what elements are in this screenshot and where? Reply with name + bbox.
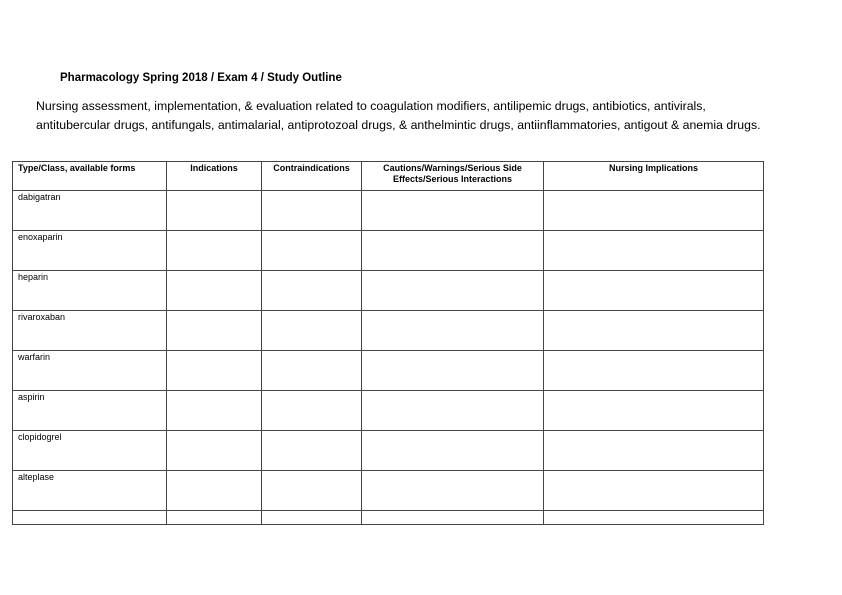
drug-name-cell: warfarin: [13, 351, 167, 391]
drug-name-cell: aspirin: [13, 391, 167, 431]
table-row: [13, 511, 764, 525]
empty-cell: [167, 431, 262, 471]
empty-cell: [362, 311, 544, 351]
table-row: [13, 351, 764, 391]
drug-name-cell: clopidogrel: [13, 431, 167, 471]
empty-cell: [262, 471, 362, 511]
header-indications: Indications: [167, 162, 262, 191]
empty-cell: [167, 191, 262, 231]
empty-cell: [262, 311, 362, 351]
table-row: [13, 311, 764, 351]
table-row: [13, 231, 764, 271]
empty-cell: [544, 191, 764, 231]
empty-cell: [544, 511, 764, 525]
empty-cell: [544, 391, 764, 431]
empty-cell: [362, 511, 544, 525]
intro-paragraph: Nursing assessment, implementation, & evaluation related to coagulation modifiers, antilipemic drugs, antibiotics, antivirals, antitubercular drugs, antifungals, antimalarial, antiprotozoal drugs, & anthelmintic drugs, antiinflammatories, antigout & anemia drugs.: [36, 99, 761, 132]
empty-cell: [262, 511, 362, 525]
header-nursing-implications: Nursing Implications: [544, 162, 764, 191]
header-contraindications: Contraindications: [262, 162, 362, 191]
empty-cell: [362, 431, 544, 471]
table-row: [13, 391, 764, 431]
empty-cell: [544, 431, 764, 471]
header-type-class: Type/Class, available forms: [13, 162, 167, 191]
empty-cell: [167, 231, 262, 271]
empty-cell: [167, 511, 262, 525]
drug-name-cell: dabigatran: [13, 191, 167, 231]
header-row: [13, 162, 764, 191]
drug-name-cell: enoxaparin: [13, 231, 167, 271]
empty-cell: [544, 231, 764, 271]
empty-cell: [544, 471, 764, 511]
table-row: [13, 271, 764, 311]
empty-cell: [167, 391, 262, 431]
empty-cell: [262, 431, 362, 471]
empty-cell: [362, 471, 544, 511]
document-title: Pharmacology Spring 2018 / Exam 4 / Study Outline: [60, 72, 342, 84]
empty-cell: [262, 231, 362, 271]
empty-cell: [544, 271, 764, 311]
empty-cell: [262, 191, 362, 231]
empty-cell: [262, 351, 362, 391]
empty-cell: [362, 271, 544, 311]
empty-cell: [362, 191, 544, 231]
empty-cell: [262, 391, 362, 431]
table-row: [13, 431, 764, 471]
drug-name-cell: [13, 511, 167, 525]
empty-cell: [167, 311, 262, 351]
drug-name-cell: rivaroxaban: [13, 311, 167, 351]
empty-cell: [544, 351, 764, 391]
study-outline-table: [12, 161, 764, 525]
empty-cell: [362, 351, 544, 391]
table-row: [13, 191, 764, 231]
empty-cell: [262, 271, 362, 311]
empty-cell: [362, 391, 544, 431]
header-cautions: Cautions/Warnings/Serious Side Effects/Serious Interactions: [362, 162, 544, 191]
empty-cell: [167, 471, 262, 511]
empty-cell: [167, 351, 262, 391]
empty-cell: [167, 271, 262, 311]
drug-name-cell: alteplase: [13, 471, 167, 511]
drug-name-cell: heparin: [13, 271, 167, 311]
table-row: [13, 471, 764, 511]
empty-cell: [544, 311, 764, 351]
empty-cell: [362, 231, 544, 271]
